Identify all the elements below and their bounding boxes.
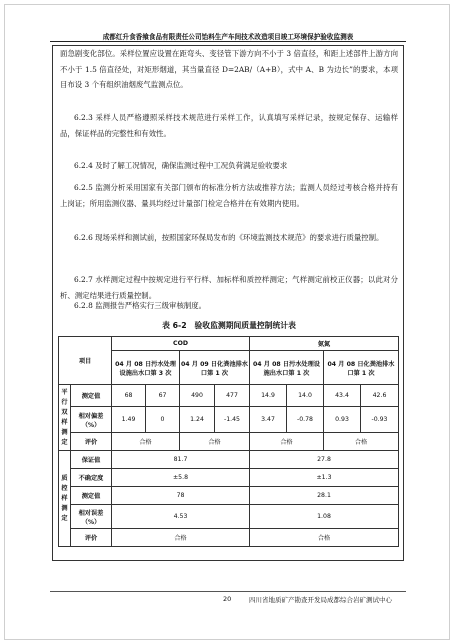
- table-row: [59, 529, 399, 547]
- paragraph-6-2-6: 6.2.6 现场采样和测试前，按照国家环保局发布的《环境监测技术规范》的要求进行质量控制。: [74, 233, 384, 242]
- table-cell: 0.93: [324, 407, 361, 433]
- table-cell: 1.08: [250, 505, 399, 529]
- table-cell: 28.1: [250, 487, 399, 505]
- section-label-parallel: 平行双样测定: [59, 385, 71, 451]
- table-cell: ±1.3: [250, 469, 399, 487]
- table-cell: 42.6: [361, 385, 399, 407]
- header-item: 项目: [59, 337, 112, 385]
- table-cell: 81.7: [112, 451, 250, 469]
- paragraph-6-2-4: 6.2.4 及时了解工况情况，确保监测过程中工况负荷满足验收要求: [74, 161, 288, 170]
- table-cell: 14.0: [287, 385, 324, 407]
- table-cell: 78: [112, 487, 250, 505]
- table-cell: 14.9: [250, 385, 287, 407]
- table-row: [59, 505, 399, 529]
- table-cell: 477: [215, 385, 250, 407]
- paragraph-6-2-8: 6.2.8 监测报告严格实行三级审核制度。: [74, 301, 207, 310]
- table-row: [59, 433, 399, 451]
- row-label: 不确定度: [71, 469, 112, 487]
- paragraph-6-2-3: 6.2.3 采样人员严格遵照采样技术规范进行采样工作，认真填写采样记录，按规定保存、运输样品，保证样品的完整性和有效性。: [60, 113, 398, 138]
- table-row: [59, 407, 399, 433]
- section-label-qc: 质控样测定: [59, 451, 71, 547]
- table-cell: 490: [180, 385, 215, 407]
- footer-organization: 四川省地质矿产勘查开发局成都综合岩矿测试中心: [249, 596, 392, 604]
- table-cell: 43.4: [324, 385, 361, 407]
- table-cell: 合格: [250, 529, 399, 547]
- header-ammonia: 氨氮: [250, 337, 399, 351]
- subheader-cell: 04 月 09 日化粪池排水口第 1 次: [180, 351, 250, 385]
- quality-control-table: [58, 336, 399, 547]
- table-header-row: [59, 337, 399, 351]
- header-cod: COD: [112, 337, 250, 351]
- table-cell: 67: [146, 385, 180, 407]
- header-rule: [50, 41, 406, 42]
- table-cell: 合格: [180, 433, 250, 451]
- table-cell: ±5.8: [112, 469, 250, 487]
- row-label: 保证值: [71, 451, 112, 469]
- table-cell: 1.24: [180, 407, 215, 433]
- table-row: [59, 469, 399, 487]
- row-label: 测定值: [71, 385, 112, 407]
- paragraph-6-2-5: 6.2.5 监测分析采用国家有关部门颁布的标准分析方法或推荐方法；监测人员经过考核合格并持有上岗证；所用监测仪器、量具均经过计量部门检定合格并在有效期内使用。: [60, 183, 398, 208]
- running-header: 成都红升食香飨食品有限责任公司饴料生产车间技术改造项目竣工环境保护验收监测表: [102, 33, 354, 41]
- table-cell: -0.78: [287, 407, 324, 433]
- table-caption: 表 6-2 验收监测期间质量控制统计表: [162, 321, 296, 330]
- footer-rule: [50, 591, 406, 592]
- table-cell: 27.8: [250, 451, 399, 469]
- table-cell: 3.47: [250, 407, 287, 433]
- table-row: [59, 451, 399, 469]
- row-label: 相对偏差（%）: [71, 407, 112, 433]
- table-cell: 4.53: [112, 505, 250, 529]
- table-cell: 合格: [250, 433, 324, 451]
- table-cell: 合格: [112, 433, 180, 451]
- table-cell: 0: [146, 407, 180, 433]
- table-cell: -1.45: [215, 407, 250, 433]
- row-label: 评价: [71, 529, 112, 547]
- content-frame: [52, 45, 404, 561]
- table-cell: -0.93: [361, 407, 399, 433]
- paragraph-sampling-location: 面急剧变化部位。采样位置应设置在距弯头、变径管下游方向不小于 3 倍直径，和距上述部件上游方向不小于 1.5 倍直径处，对矩形烟道，其当量直径 D=2AB/（A+B），式中 A、B 为边长”的要求，本项目布设 3 个有组织油烟废气监测点位。: [60, 49, 398, 90]
- page-number: 20: [223, 595, 232, 603]
- row-label: 测定值: [71, 487, 112, 505]
- table-row: [59, 385, 399, 407]
- paragraph-6-2-7: 6.2.7 水样测定过程中按规定进行平行样、加标样和质控样测定；气样测定前校正仪器；以此对分析、测定结果进行质量控制。: [60, 275, 398, 300]
- subheader-cell: 04 月 08 日污水处理设施出水口第 3 次: [112, 351, 180, 385]
- table-cell: 68: [112, 385, 146, 407]
- row-label: 相对误差（%）: [71, 505, 112, 529]
- subheader-cell: 04 月 08 日污水处理设施出水口第 1 次: [250, 351, 324, 385]
- table-cell: 合格: [112, 529, 250, 547]
- table-cell: 1.49: [112, 407, 146, 433]
- table-row: [59, 487, 399, 505]
- table-cell: 合格: [324, 433, 399, 451]
- subheader-cell: 04 月 08 日化粪池排水口第 1 次: [324, 351, 399, 385]
- row-label: 评价: [71, 433, 112, 451]
